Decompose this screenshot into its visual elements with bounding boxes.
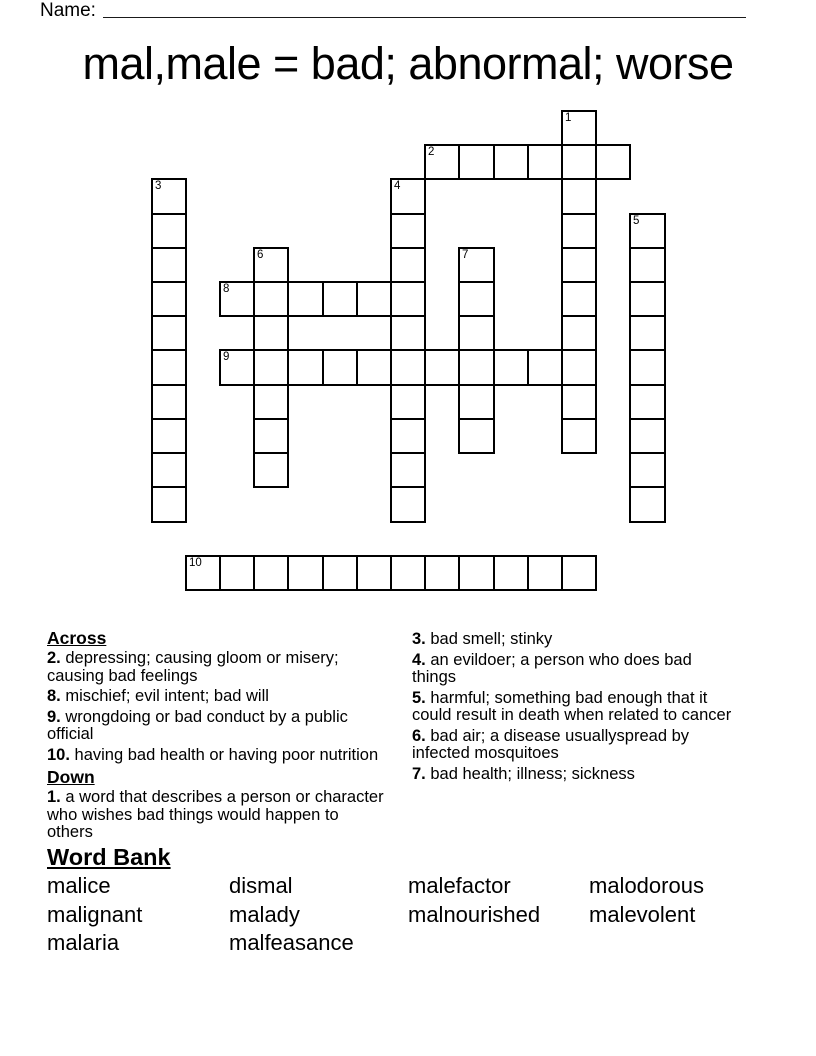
- word-bank-word: dismal: [229, 873, 293, 898]
- clue-item-number: 9.: [47, 707, 61, 726]
- clue-number-label: 10: [189, 557, 202, 569]
- grid-cell[interactable]: [561, 418, 597, 454]
- grid-cell[interactable]: [458, 349, 495, 386]
- grid-cell[interactable]: [493, 349, 529, 386]
- word-bank-word: malodorous: [589, 873, 704, 898]
- grid-cell[interactable]: [253, 418, 289, 454]
- grid-cell[interactable]: [561, 247, 597, 283]
- word-bank-word: malefactor: [408, 873, 511, 898]
- grid-cell[interactable]: [629, 486, 666, 523]
- grid-cell[interactable]: [458, 418, 495, 454]
- grid-cell[interactable]: [561, 349, 597, 386]
- grid-cell[interactable]: [151, 384, 187, 420]
- clue-item-number: 1.: [47, 788, 61, 806]
- word-bank-column: [229, 872, 354, 958]
- grid-cell[interactable]: [561, 213, 597, 249]
- word-bank-word: malfeasance: [229, 930, 354, 956]
- clue-item: 7. bad health; illness; sickness: [412, 764, 635, 783]
- word-bank-word: malnourished: [408, 901, 541, 927]
- clue-number-label: 3: [155, 180, 162, 192]
- grid-cell[interactable]: [629, 213, 666, 249]
- grid-cell[interactable]: [151, 247, 187, 283]
- grid-cell[interactable]: [151, 178, 187, 215]
- grid-cell[interactable]: [390, 452, 426, 488]
- grid-cell[interactable]: [458, 555, 495, 591]
- grid-cell[interactable]: [629, 315, 666, 351]
- clue-number-label: 5: [633, 215, 640, 227]
- word-bank-word: malignant: [47, 901, 143, 927]
- grid-cell[interactable]: [561, 110, 597, 146]
- grid-cell[interactable]: [390, 418, 426, 454]
- grid-cell[interactable]: [561, 384, 597, 420]
- grid-cell[interactable]: [253, 315, 289, 351]
- grid-cell[interactable]: [151, 418, 187, 454]
- word-bank-column: [408, 872, 540, 929]
- grid-cell[interactable]: [527, 144, 563, 180]
- clue-item-number: 5.: [412, 688, 426, 707]
- grid-cell[interactable]: [390, 315, 426, 351]
- grid-cell[interactable]: [287, 349, 324, 386]
- grid-cell[interactable]: [253, 349, 289, 386]
- grid-cell[interactable]: [356, 555, 392, 591]
- grid-cell[interactable]: [390, 555, 426, 591]
- grid-cell[interactable]: [458, 384, 495, 420]
- word-bank-word: malevolent: [589, 901, 696, 927]
- clue-item: 2. depressing; causing gloom or misery; causing bad feelings: [47, 649, 339, 685]
- word-bank-word: malady: [229, 901, 300, 927]
- grid-cell[interactable]: [629, 418, 666, 454]
- grid-cell[interactable]: [151, 281, 187, 317]
- grid-cell[interactable]: [253, 384, 289, 420]
- grid-cell[interactable]: [390, 349, 426, 386]
- grid-cell[interactable]: [185, 555, 221, 591]
- clue-item-number: 7.: [412, 764, 426, 783]
- grid-cell[interactable]: [322, 555, 358, 591]
- clues-right-column: [412, 631, 737, 786]
- down-heading: Down: [47, 767, 95, 787]
- across-clues-list: [47, 650, 387, 764]
- grid-cell[interactable]: [458, 281, 495, 317]
- grid-cell[interactable]: [458, 315, 495, 351]
- grid-cell[interactable]: [458, 144, 495, 180]
- grid-cell[interactable]: [219, 555, 255, 591]
- grid-cell[interactable]: [629, 452, 666, 488]
- grid-cell[interactable]: [493, 144, 529, 180]
- grid-cell[interactable]: [424, 555, 460, 591]
- grid-cell[interactable]: [390, 281, 426, 317]
- grid-cell[interactable]: [561, 315, 597, 351]
- clue-item: 4. an evildoer; a person who does bad things: [412, 650, 692, 686]
- grid-cell[interactable]: [151, 213, 187, 249]
- clues-left-column: [47, 628, 387, 845]
- clue-number-label: 7: [462, 249, 469, 261]
- clue-item-number: 10.: [47, 745, 70, 764]
- clue-item: 10. having bad health or having poor nutrition: [47, 745, 379, 764]
- grid-cell[interactable]: [629, 281, 666, 317]
- grid-cell[interactable]: [219, 281, 255, 317]
- clue-item-number: 2.: [47, 649, 61, 667]
- grid-cell[interactable]: [151, 452, 187, 488]
- grid-cell[interactable]: [390, 213, 426, 249]
- grid-cell[interactable]: [356, 281, 392, 317]
- word-bank-word: malaria: [47, 930, 120, 956]
- grid-cell[interactable]: [253, 555, 289, 591]
- grid-cell[interactable]: [356, 349, 392, 386]
- grid-cell[interactable]: [151, 315, 187, 351]
- clue-number-label: 8: [223, 283, 230, 295]
- clue-item: 1. a word that describes a person or character who wishes bad things would happen to others: [47, 788, 384, 841]
- word-bank-column: [589, 872, 704, 929]
- grid-cell[interactable]: [527, 349, 563, 386]
- word-bank-heading: Word Bank: [47, 844, 171, 870]
- clue-item-number: 8.: [47, 687, 61, 705]
- grid-cell[interactable]: [629, 384, 666, 420]
- grid-cell[interactable]: [561, 281, 597, 317]
- clue-number-label: 4: [394, 180, 401, 192]
- clue-number-label: 1: [565, 112, 572, 124]
- word-bank-column: [47, 872, 142, 958]
- grid-cell[interactable]: [595, 144, 631, 180]
- clue-item: 8. mischief; evil intent; bad will: [47, 687, 269, 705]
- clue-item: 5. harmful; something bad enough that it could result in death when related to cancer: [412, 688, 732, 724]
- grid-cell[interactable]: [390, 486, 426, 523]
- clue-item-number: 4.: [412, 650, 426, 669]
- grid-cell[interactable]: [151, 486, 187, 523]
- grid-cell[interactable]: [493, 555, 529, 591]
- clue-item-number: 6.: [412, 726, 426, 745]
- clue-number-label: 6: [257, 249, 264, 261]
- clue-number-label: 9: [223, 351, 230, 363]
- grid-cell[interactable]: [561, 144, 597, 180]
- clue-item: 3. bad smell; stinky: [412, 630, 553, 648]
- grid-cell[interactable]: [561, 178, 597, 215]
- grid-cell[interactable]: [424, 144, 460, 180]
- grid-cell[interactable]: [424, 349, 460, 386]
- grid-cell[interactable]: [527, 555, 563, 591]
- grid-cell[interactable]: [390, 247, 426, 283]
- grid-cell[interactable]: [390, 384, 426, 420]
- across-heading: Across: [47, 628, 107, 648]
- grid-cell[interactable]: [629, 349, 666, 386]
- clue-item-number: 3.: [412, 630, 426, 648]
- grid-cell[interactable]: [253, 247, 289, 283]
- grid-cell[interactable]: [561, 555, 597, 591]
- grid-cell[interactable]: [287, 281, 324, 317]
- down-clues-list-right: [412, 631, 737, 783]
- clue-item: 9. wrongdoing or bad conduct by a public official: [47, 707, 348, 743]
- grid-cell[interactable]: [253, 452, 289, 488]
- word-bank-word: malice: [47, 873, 111, 898]
- grid-cell[interactable]: [151, 349, 187, 386]
- down-clues-list-left: [47, 789, 387, 842]
- grid-cell[interactable]: [253, 281, 289, 317]
- grid-cell[interactable]: [322, 349, 358, 386]
- grid-cell[interactable]: [458, 247, 495, 283]
- grid-cell[interactable]: [322, 281, 358, 317]
- clue-item: 6. bad air; a disease usuallyspread by infected mosquitoes: [412, 726, 690, 762]
- grid-cell[interactable]: [219, 349, 255, 386]
- name-label: Name:: [40, 0, 96, 21]
- grid-cell[interactable]: [390, 178, 426, 215]
- clue-number-label: 2: [428, 146, 435, 158]
- grid-cell[interactable]: [629, 247, 666, 283]
- grid-cell[interactable]: [287, 555, 324, 591]
- page-title: mal,male = bad; abnormal; worse: [82, 38, 734, 89]
